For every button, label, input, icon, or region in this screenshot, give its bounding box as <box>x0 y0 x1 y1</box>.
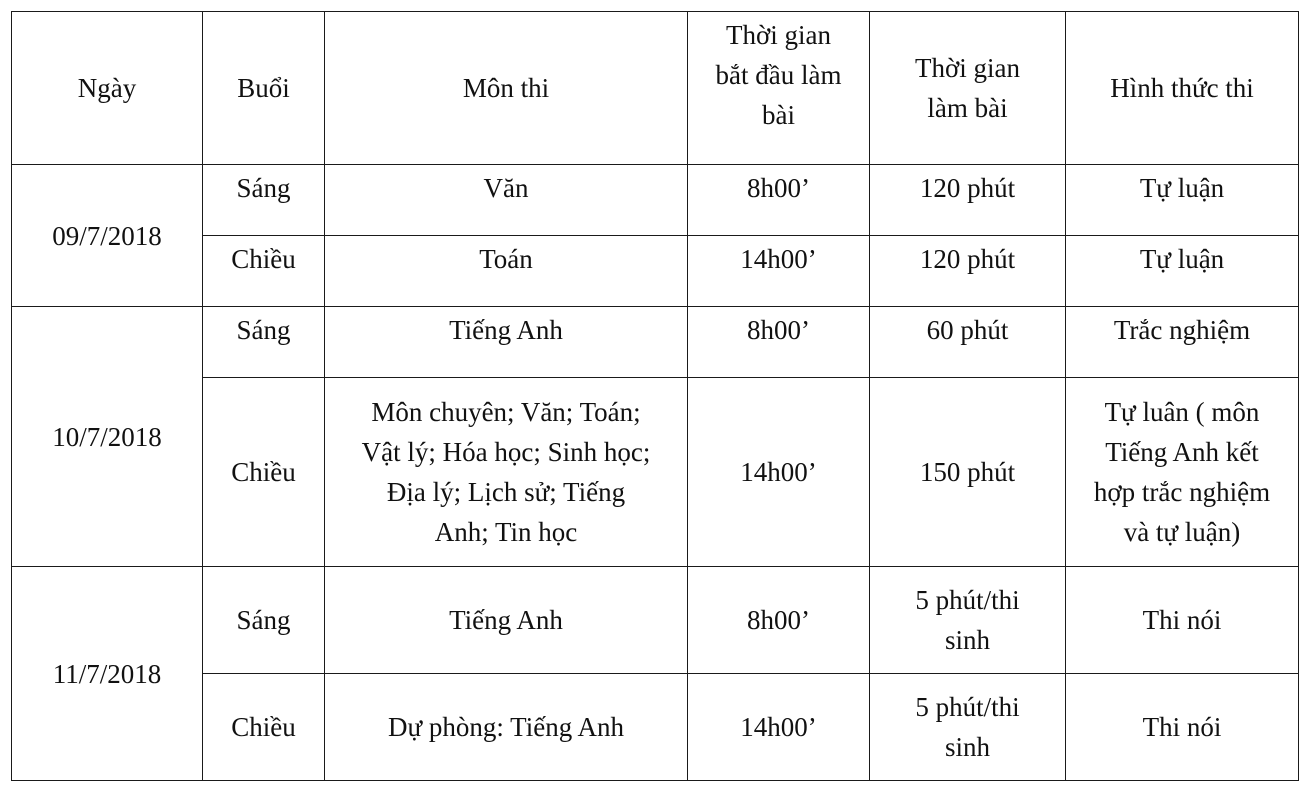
duration-cell: 60 phút <box>870 307 1066 378</box>
mon-thi-cell: Toán <box>325 236 688 307</box>
header-lam-bai-line-2: làm bài <box>927 93 1008 123</box>
mon-thi-cell: Tiếng Anh <box>325 567 688 674</box>
duration-cell <box>870 674 1066 781</box>
start-time-cell: 14h00’ <box>688 236 870 307</box>
date-cell: 09/7/2018 <box>12 165 203 307</box>
buoi-cell: Sáng <box>203 567 325 674</box>
header-bat-dau-line-3: bài <box>762 100 795 130</box>
exam-form-cell: Thi nói <box>1066 674 1299 781</box>
duration-cell: 150 phút <box>870 378 1066 567</box>
mon-thi-line: Môn chuyên; Văn; Toán; <box>371 397 641 427</box>
exam-form-line: Tiếng Anh kết <box>1105 437 1259 467</box>
exam-schedule-table <box>11 11 1299 781</box>
header-ngay: Ngày <box>12 12 203 165</box>
duration-cell: 120 phút <box>870 165 1066 236</box>
header-row <box>12 12 1299 165</box>
date-cell: 10/7/2018 <box>12 307 203 567</box>
exam-form-cell: Trắc nghiệm <box>1066 307 1299 378</box>
mon-thi-cell: Văn <box>325 165 688 236</box>
start-time-cell: 8h00’ <box>688 567 870 674</box>
mon-thi-line: Vật lý; Hóa học; Sinh học; <box>361 437 651 467</box>
mon-thi-cell: Tiếng Anh <box>325 307 688 378</box>
header-thoi-gian-bat-dau <box>688 12 870 165</box>
duration-cell <box>870 567 1066 674</box>
header-hinh-thuc-thi: Hình thức thi <box>1066 12 1299 165</box>
header-bat-dau-line-1: Thời gian <box>725 20 831 50</box>
header-thoi-gian-lam-bai <box>870 12 1066 165</box>
buoi-cell: Chiều <box>203 674 325 781</box>
exam-form-cell: Tự luận <box>1066 165 1299 236</box>
header-buoi: Buổi <box>203 12 325 165</box>
header-lam-bai-line-1: Thời gian <box>914 53 1020 83</box>
duration-line: sinh <box>944 732 990 762</box>
exam-form-line: và tự luận) <box>1123 517 1241 547</box>
exam-form-cell: Thi nói <box>1066 567 1299 674</box>
mon-thi-line: Anh; Tin học <box>434 517 578 547</box>
buoi-cell: Chiều <box>203 236 325 307</box>
table-row <box>12 378 1299 567</box>
duration-line: 5 phút/thi <box>915 585 1020 615</box>
table-row <box>12 307 1299 378</box>
mon-thi-cell <box>325 378 688 567</box>
buoi-cell: Sáng <box>203 165 325 236</box>
date-cell: 11/7/2018 <box>12 567 203 781</box>
exam-form-line: hợp trắc nghiệm <box>1093 477 1271 507</box>
duration-cell: 120 phút <box>870 236 1066 307</box>
table-row <box>12 567 1299 674</box>
header-mon-thi: Môn thi <box>325 12 688 165</box>
exam-form-cell: Tự luận <box>1066 236 1299 307</box>
table-row <box>12 236 1299 307</box>
exam-form-line: Tự luân ( môn <box>1104 397 1260 427</box>
duration-line: sinh <box>944 625 990 655</box>
buoi-cell: Sáng <box>203 307 325 378</box>
table-row <box>12 165 1299 236</box>
start-time-cell: 14h00’ <box>688 674 870 781</box>
buoi-cell: Chiều <box>203 378 325 567</box>
table-row <box>12 674 1299 781</box>
mon-thi-line: Địa lý; Lịch sử; Tiếng <box>386 477 626 507</box>
header-bat-dau-line-2: bắt đầu làm <box>715 60 842 90</box>
duration-line: 5 phút/thi <box>915 692 1020 722</box>
start-time-cell: 14h00’ <box>688 378 870 567</box>
start-time-cell: 8h00’ <box>688 165 870 236</box>
start-time-cell: 8h00’ <box>688 307 870 378</box>
exam-form-cell <box>1066 378 1299 567</box>
mon-thi-cell: Dự phòng: Tiếng Anh <box>325 674 688 781</box>
